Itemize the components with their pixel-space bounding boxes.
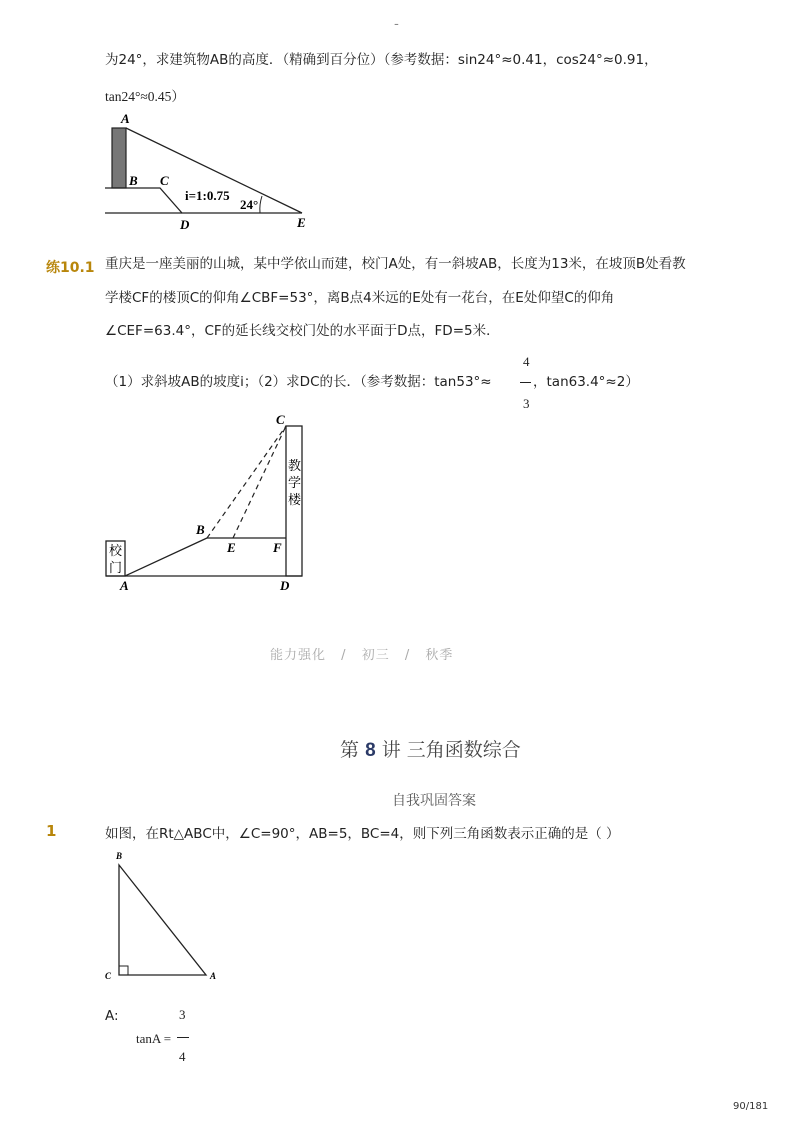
problem-line-1: 为24°，求建筑物AB的高度．（精确到百分位）（参考数据：sin24°≈0.41，cos24°≈0.91， (105, 52, 658, 68)
label-b: B (196, 522, 205, 537)
label-e: E (227, 540, 236, 555)
label-d: D (280, 578, 290, 593)
option-a-numerator: 3 (179, 1007, 186, 1022)
building-text-1: 教 (288, 458, 302, 473)
option-a-frac-bar (177, 1037, 189, 1038)
exercise-line-1: 重庆是一座美丽的山城，某中学依山而建，校门A处，有一斜坡AB，长度为13米，在坡顶B处看教 (105, 256, 686, 272)
slope-ab (125, 538, 207, 576)
label-d: D (180, 217, 190, 232)
option-a-denominator: 4 (179, 1049, 186, 1064)
lecture-number: 8 (365, 740, 376, 761)
label-a: A (121, 111, 130, 126)
angle-arc (260, 196, 262, 213)
frac-numerator: 4 (523, 354, 530, 369)
problem-line-2: tan24°≈0.45） (105, 89, 185, 104)
label-c: C (105, 971, 112, 981)
figure-school-slope (100, 410, 315, 595)
sight-ec (233, 426, 286, 538)
question-number: 1 (46, 822, 57, 840)
header-mark: - (394, 16, 399, 32)
slope-label: i=1:0.75 (185, 188, 230, 203)
right-angle-mark (119, 966, 128, 975)
building-text-2: 学 (288, 475, 302, 490)
option-a-function: tanA = (136, 1031, 172, 1046)
question-text: 如图，在Rt△ABC中，∠C=90°，AB=5，BC=4，则下列三角函数表示正确的是（ ） (105, 826, 620, 842)
figure-right-triangle (100, 845, 225, 985)
lecture-title (340, 735, 521, 762)
option-a-label: A: (105, 1008, 119, 1024)
label-c: C (160, 173, 169, 188)
building-ab (112, 128, 126, 188)
exercise-line-2: 学楼CF的楼顶C的仰角∠CBF=53°，离B点4米远的E处有一花台，在E处仰望C的仰角 (105, 290, 615, 306)
exercise-question (105, 376, 492, 390)
gate-text-1: 校 (109, 543, 123, 558)
tag-season: 秋季 (425, 648, 454, 663)
figure-building-slope (100, 110, 320, 235)
tag-separator: / (341, 648, 347, 663)
tag-ability: 能力强化 (270, 648, 327, 663)
sight-bc (207, 426, 286, 538)
label-b: B (116, 851, 123, 861)
label-a: A (210, 971, 217, 981)
exercise-line-3: ∠CEF=63.4°，CF的延长线交校门处的水平面于D点，FD=5米． (105, 323, 500, 339)
gate-text-2: 门 (109, 560, 123, 575)
frac-bar (520, 382, 531, 383)
page-number: 90/181 (733, 1101, 769, 1112)
tag-grade: 初三 (361, 648, 390, 663)
frac-denominator: 3 (523, 396, 530, 411)
lecture-suffix: 讲 三角函数综合 (381, 739, 521, 761)
triangle-abc (119, 865, 206, 975)
building-text-3: 楼 (288, 492, 302, 507)
footer-tags (270, 644, 453, 663)
question-part-2: ，tan63.4°≈2） (533, 374, 639, 390)
label-f: F (273, 540, 282, 555)
tag-separator: / (404, 648, 411, 663)
exercise-label: 练10.1 (46, 260, 95, 276)
section-title: 自我巩固答案 (392, 793, 476, 809)
label-a: A (120, 578, 129, 593)
label-b: B (129, 173, 138, 188)
question-part-1: （1）求斜坡AB的坡度i；（2）求DC的长．（参考数据：tan53°≈ (105, 374, 492, 390)
label-c: C (276, 412, 285, 427)
label-e: E (297, 215, 306, 230)
angle-label: 24° (240, 197, 259, 212)
lecture-prefix: 第 (340, 739, 360, 761)
